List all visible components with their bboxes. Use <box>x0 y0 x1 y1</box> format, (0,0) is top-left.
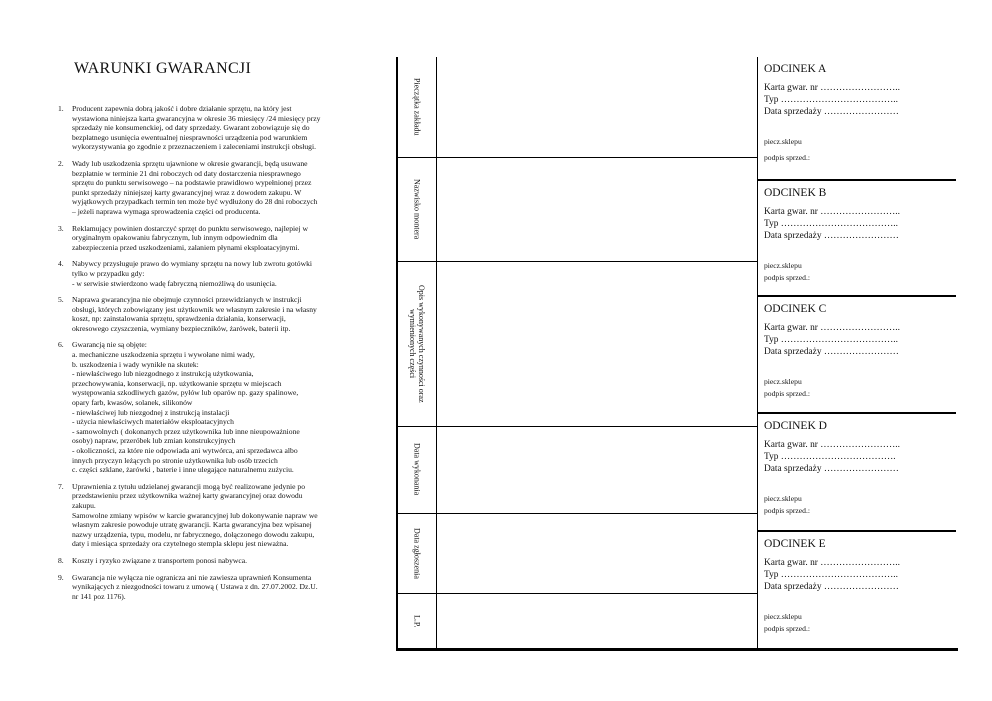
column-label-text: Data wykonania <box>412 443 422 496</box>
condition-number: 8. <box>58 555 64 565</box>
warranty-card-number: Karta gwar. nr …………………….. <box>764 83 900 93</box>
shop-stamp-label: piecz.sklepu <box>764 137 802 146</box>
condition-item <box>58 295 376 333</box>
condition-item <box>58 482 376 549</box>
form-border-bottom <box>396 648 958 651</box>
seller-signature-label: podpis sprzed.: <box>764 273 810 282</box>
condition-text: Koszty i ryzyko związane z transportem ponosi nabywca. <box>72 555 248 565</box>
product-type: Typ ………………………………. <box>764 452 896 462</box>
condition-item <box>58 340 376 474</box>
coupon-title: ODCINEK D <box>764 420 827 432</box>
shop-stamp-label: piecz.sklepu <box>764 377 802 386</box>
page-title: WARUNKI GWARANCJI <box>74 60 252 77</box>
condition-item <box>58 556 376 566</box>
condition-text: Naprawa gwarancyjna nie obejmuje czynności przewidzianych w instrukcji obsługi, których zobowiązany jest użytkownik we własnym zakresie i na własny koszt, np: zainstalowania sprzętu, sprawdzenia działania, konserwacji, okresowego czyszczenia, wymiany bezpieczników, żarówek, baterii itp. <box>72 295 317 333</box>
coupon-title: ODCINEK B <box>764 187 827 199</box>
condition-text: Producent zapewnia dobrą jakość i dobre działanie sprzętu, na który jest wystawiona niniejsza karta gwarancyjna w okresie 36 miesięcy /24 miesięcy przy sprzedaży nie konsumenckiej, od daty sprzedaży. Gwarant zobowiązuje się do bezpłatnego usunięcia ewentualnej niesprawności urządzenia pod warunkiem wykorzystywania go zgodnie z przeznaczeniem i zaleceniami instrukcji obsługi. <box>72 104 321 152</box>
coupon-title: ODCINEK E <box>764 538 826 550</box>
warranty-card-number: Karta gwar. nr …………………….. <box>764 323 900 333</box>
shop-stamp-label: piecz.sklepu <box>764 261 802 270</box>
condition-item <box>58 159 376 217</box>
table-row-divider <box>396 426 758 427</box>
column-label-text: Opis wykonywanych czynności oraz wymienionych części <box>408 284 426 403</box>
condition-item <box>58 259 376 288</box>
seller-signature-label: podpis sprzed.: <box>764 624 810 633</box>
table-row-divider <box>396 593 758 594</box>
condition-item <box>58 573 376 602</box>
condition-number: 7. <box>58 481 64 491</box>
condition-number: 1. <box>58 104 64 113</box>
column-label-completion-date <box>398 426 436 513</box>
table-row-divider <box>396 157 758 158</box>
column-label-text: Pieczątka zakładu <box>412 78 422 136</box>
condition-number: 6. <box>58 340 64 350</box>
coupon-title: ODCINEK A <box>764 63 827 75</box>
product-type: Typ ……………………………….. <box>764 95 898 105</box>
product-type: Typ ……………………………….. <box>764 335 898 345</box>
condition-number: 2. <box>58 158 64 168</box>
warranty-card-number: Karta gwar. nr …………………….. <box>764 558 900 568</box>
sale-date: Data sprzedaży …………………… <box>764 347 899 357</box>
warranty-card-number: Karta gwar. nr …………………….. <box>764 207 900 217</box>
seller-signature-label: podpis sprzed.: <box>764 153 810 162</box>
product-type: Typ ……………………………….. <box>764 219 898 229</box>
condition-number: 3. <box>58 223 64 233</box>
service-record-form <box>396 57 956 650</box>
column-label-report-date <box>398 513 436 593</box>
condition-number: 9. <box>58 572 64 582</box>
coupon-title: ODCINEK C <box>764 303 827 315</box>
warranty-card-number: Karta gwar. nr …………………….. <box>764 440 900 450</box>
table-row-divider <box>396 261 758 262</box>
column-label-technician <box>398 157 436 261</box>
condition-item <box>58 104 376 152</box>
seller-signature-label: podpis sprzed.: <box>764 506 810 515</box>
warranty-conditions <box>58 60 376 608</box>
product-type: Typ ……………………………….. <box>764 570 898 580</box>
coupon-e <box>758 532 956 648</box>
coupon-b <box>758 181 956 295</box>
condition-text: Reklamujący powinien dostarczyć sprzęt do punktu serwisowego, najlepiej w oryginalnym opakowaniu fabrycznym, lub innym odpowiednim dla zabezpieczenia przed uszkodzeniami, zalaniem płynami eksploatacyjnymi. <box>72 223 308 252</box>
form-divider-labels <box>436 57 437 651</box>
seller-signature-label: podpis sprzed.: <box>764 389 810 398</box>
condition-text: Gwarancja nie wyłącza nie ogranicza ani nie zawiesza uprawnień Konsumenta wynikających z niezgodności towaru z umową ( Ustawa z dn. 27.07.2002. Dz.U. nr 141 poz 1176). <box>72 572 318 601</box>
column-label-stamp <box>398 57 436 157</box>
shop-stamp-label: piecz.sklepu <box>764 612 802 621</box>
coupon-a <box>758 57 956 179</box>
sale-date: Data sprzedaży …………………… <box>764 107 899 117</box>
column-label-description <box>398 261 436 426</box>
condition-number: 4. <box>58 259 64 269</box>
condition-text: Nabywcy przysługuje prawo do wymiany sprzętu na nowy lub zwrotu gotówki tylko w przypadku gdy: - w serwisie stwierdzono wadę fabryczną niemożliwą do usunięcia. <box>72 259 312 288</box>
condition-item <box>58 224 376 253</box>
condition-text: Uprawnienia z tytułu udzielanej gwarancji mogą być realizowane jedynie po przedstawieniu przez użytkownika ważnej karty gwarancyjnej oraz dowodu zakupu. Samowolne zmiany wpisów w karcie gwarancyjnej lub dokonywanie napraw we własnym zakresie powoduje utratę gwarancji. Karta gwarancyjna bez wpisanej nazwy urządzenia, typu, modelu, nr fabrycznego, dołączonego dowodu zakupu, daty i miesiąca sprzedaży ora czytelnego stempla sklepu jest nieważna. <box>72 481 318 549</box>
condition-text: Gwarancją nie są objęte: a. mechaniczne uszkodzenia sprzętu i wywołane nimi wady, b. uszkodzenia i wady wynikłe na skutek: - niewłaściwego lub niezgodnego z instrukcją użytkowania, przechowywania, konserwacji, np. użytkowanie sprzętu w miejscach występowania szkodliwych gazów, pyłów lub oparów np. gazy spalinowe, opary farb, kwasów, solanek, silikonów - niewłaściwej lub niezgodnej z instrukcją instalacji - użycia niewłaściwych materiałów eksploatacyjnych - samowolnych ( dokonanych przez użytkownika lub inne nieupoważnione osoby) napraw, przeróbek lub zmian konstrukcyjnych - okoliczności, za które nie odpowiada ani wytwórca, ani sprzedawca albo innych przyczyn leżących po stronie użytkownika lub osób trzecich c. części szklane, żarówki , baterie i inne ulegające naturalnemu zużyciu. <box>72 340 300 475</box>
sale-date: Data sprzedaży …………………… <box>764 582 899 592</box>
column-label-text: Data zgłoszenia <box>412 527 422 579</box>
coupon-d <box>758 414 956 530</box>
column-label-text: Nazwisko montera <box>412 178 422 240</box>
column-label-text: L.P. <box>412 614 422 628</box>
coupon-c <box>758 297 956 412</box>
condition-number: 5. <box>58 295 64 305</box>
condition-text: Wady lub uszkodzenia sprzętu ujawnione w okresie gwarancji, będą usuwane bezpłatnie w terminie 21 dni roboczych od daty dostarczenia niesprawnego sprzętu do punktu serwisowego – na podstawie prawidłowo wypełnionej przez punkt sprzedaży niniejszej karty gwarancyjnej wraz z dowodem zakupu. W wyjątkowych przypadkach termin ten może być wydłużony do 28 dni roboczych – jeżeli naprawa wymaga sprowadzenia części od producenta. <box>72 158 318 216</box>
column-label-number <box>398 593 436 649</box>
conditions-list <box>58 104 376 601</box>
sale-date: Data sprzedaży …………………… <box>764 464 899 474</box>
sale-date: Data sprzedaży …………………… <box>764 231 899 241</box>
shop-stamp-label: piecz.sklepu <box>764 494 802 503</box>
table-row-divider <box>396 513 758 514</box>
